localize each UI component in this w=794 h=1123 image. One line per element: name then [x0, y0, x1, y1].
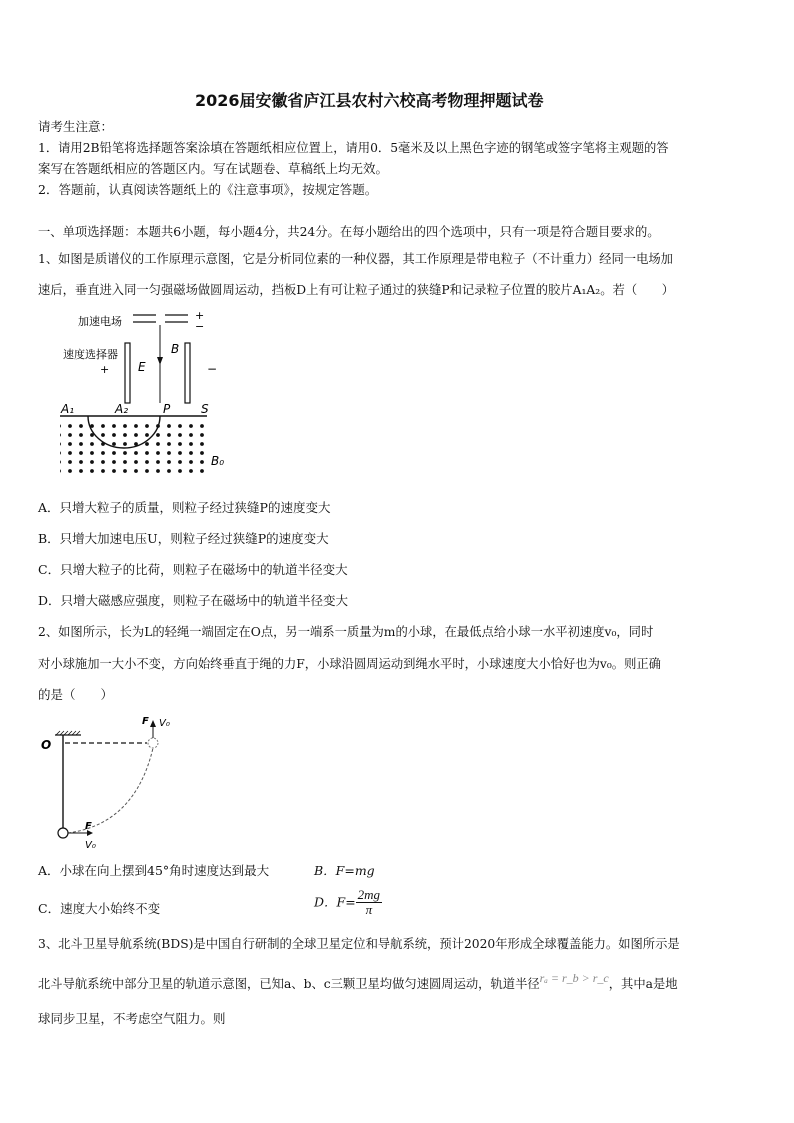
notice-item-1-line-2: 案写在答题纸相应的答题区内。写在试题卷、草稿纸上均无效。: [38, 161, 389, 176]
q1-option-d[interactable]: D．只增大磁感应强度，则粒子在磁场中的轨道半径变大: [38, 593, 349, 608]
selector-label: 速度选择器: [63, 348, 118, 361]
q1-text-line-1: 1、如图是质谱仪的工作原理示意图，它是分析同位素的一种仪器，其工作原理是带电粒子（不计重力）经同一电场加: [38, 252, 673, 266]
fraction-numerator: 2mg: [357, 887, 381, 902]
q2-option-b[interactable]: B．F=mg: [314, 863, 375, 878]
q3-text-line-1: 3、北斗卫星导航系统(BDS)是中国自行研制的全球卫星定位和导航系统，预计2020年形成全球覆盖能力。如图所示是: [38, 937, 680, 951]
notice-item-1-line-1: 1．请用2B铅笔将选择题答案涂填在答题纸相应位置上，请用0．5毫米及以上黑色字迹的钢笔或签字笔将主观题的答: [38, 141, 669, 155]
q3-text-line-3: 球同步卫星，不考虑空气阻力。则: [38, 1011, 226, 1026]
label-P: P: [163, 402, 171, 416]
accel-minus: −: [195, 320, 205, 333]
q2-option-c[interactable]: C．速度大小始终不变: [38, 901, 161, 916]
q2-option-d-fraction: [356, 888, 382, 917]
q1-option-c[interactable]: C．只增大粒子的比荷，则粒子在磁场中的轨道半径变大: [38, 562, 348, 577]
label-F-bottom: F: [85, 821, 92, 832]
q3-text-line-2: [38, 971, 678, 992]
selector-minus: −: [207, 362, 218, 376]
page-title: 2026届安徽省庐江县农村六校高考物理押题试卷: [195, 91, 544, 110]
q1-option-a[interactable]: A．只增大粒子的质量，则粒子经过狭缝P的速度变大: [38, 500, 331, 515]
label-A1: A₁: [61, 402, 75, 416]
q3-text-line-2-b: ，其中a是地: [608, 977, 678, 991]
notice-heading: 请考生注意：: [38, 119, 114, 134]
label-F-top: F: [142, 716, 149, 727]
q3-text-line-2-a: 北斗导航系统中部分卫星的轨道示意图，已知a、b、c三颗卫星均做匀速圆周运动，轨道半径: [38, 977, 540, 991]
accel-plus: +: [195, 309, 205, 322]
label-O: O: [41, 738, 52, 752]
q1-text-line-2: 速后，垂直进入同一匀强磁场做圆周运动，挡板D上有可让粒子通过的狭缝P和记录粒子位置的胶片A₁A₂。若（ ）: [38, 283, 675, 297]
accel-field-label: 加速电场: [78, 315, 122, 328]
label-B0: B₀: [211, 454, 225, 468]
q2-text-line-3: 的是（ ）: [38, 687, 114, 702]
pendulum-diagram: [35, 712, 175, 854]
label-V0-top: V₀: [159, 718, 170, 729]
fraction-denominator: π: [365, 902, 373, 917]
label-S: S: [201, 402, 209, 416]
q2-option-a[interactable]: A．小球在向上摆到45°角时速度达到最大: [38, 863, 270, 878]
section-heading: 一、单项选择题：本题共6小题，每小题4分，共24分。在每小题给出的四个选项中，只有一项是符合题目要求的。: [38, 225, 660, 239]
notice-item-2: 2．答题前，认真阅读答题纸上的《注意事项》，按规定答题。: [38, 182, 378, 197]
q2-text-line-2: 对小球施加一大小不变，方向始终垂直于绳的力F，小球沿圆周运动到绳水平时，小球速度大小恰好也为v₀。则正确: [38, 657, 661, 671]
magnetic-field-dots: [60, 419, 208, 477]
q2-option-d[interactable]: [314, 888, 382, 917]
label-V0-bottom: V₀: [85, 840, 96, 851]
q1-option-b[interactable]: B．只增大加速电压U，则粒子经过狭缝P的速度变大: [38, 531, 329, 546]
label-E: E: [138, 360, 146, 374]
q2-option-d-prefix: D．F=: [314, 894, 356, 910]
mass-spectrometer-diagram: [55, 305, 235, 480]
q2-text-line-1: 2、如图所示，长为L的轻绳一端固定在O点，另一端系一质量为m的小球，在最低点给小球一水平初速度v₀，同时: [38, 625, 654, 639]
label-B: B: [171, 342, 180, 356]
orbit-radius-relation: rₐ = r_b > r_c: [539, 971, 609, 985]
selector-plus: +: [100, 363, 110, 376]
label-A2: A₂: [115, 402, 129, 416]
